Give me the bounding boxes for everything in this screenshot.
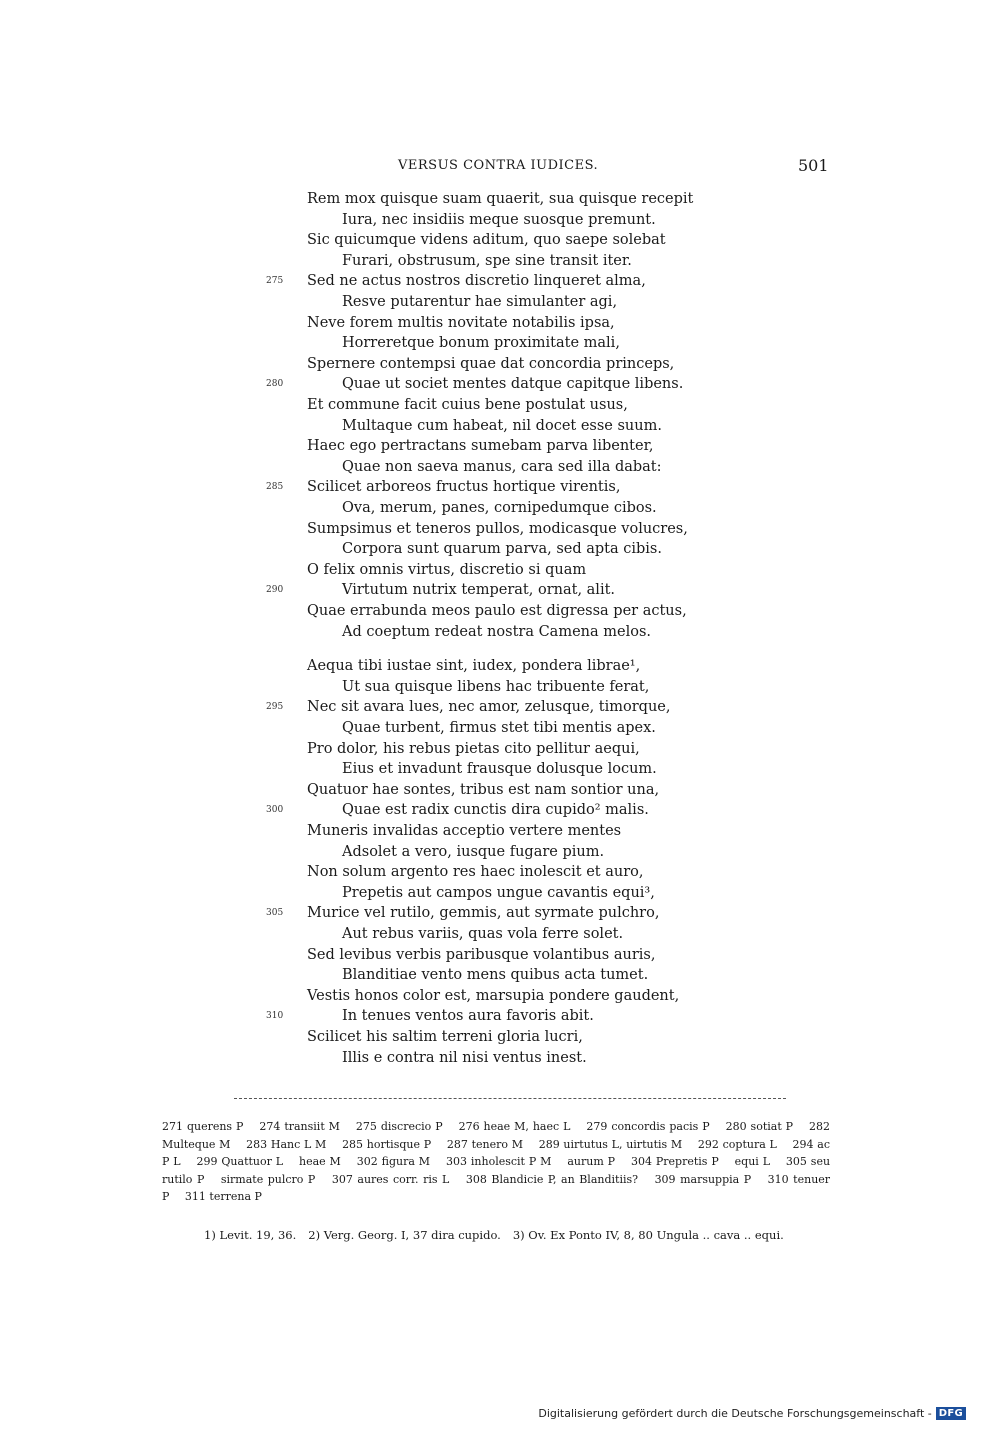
verse-line: Ut sua quisque libens hac tribuente ferat,	[342, 678, 650, 695]
apparatus-entry: 308 Blandicie P, an Blanditiis?	[465, 1172, 639, 1186]
verse-line: Quatuor hae sontes, tribus est nam sontior una,	[307, 781, 660, 798]
verse-line: Aut rebus variis, quas vola ferre solet.	[342, 926, 624, 942]
apparatus-entry: 311 terrena P	[184, 1190, 262, 1203]
verse-line: Quae ut societ mentes datque capitque libens.	[342, 376, 684, 393]
line-number: 310	[266, 1011, 284, 1022]
verse-line: Aequa tibi iustae sint, iudex, pondera librae¹,	[307, 658, 641, 675]
verse-line: Illis e contra nil nisi ventus inest.	[342, 1049, 587, 1066]
line-number: 295	[266, 702, 284, 713]
apparatus-entry: sirmate pulcro P	[220, 1172, 316, 1186]
apparatus-entry: 294 ac P L	[162, 1137, 830, 1168]
verse-line: Sed ne actus nostros discretio linqueret alma,	[307, 273, 646, 290]
running-title: VERSUS CONTRA IUDICES.	[398, 158, 599, 173]
verse-line: Haec ego pertractans sumebam parva libenter,	[307, 438, 654, 455]
digitization-credit	[538, 1407, 966, 1420]
apparatus-entry: heae M	[299, 1155, 341, 1168]
verse-line: Furari, obstrusum, spe sine transit iter.	[342, 252, 632, 269]
apparatus-entry: 282 Multeque M	[162, 1120, 831, 1151]
footnotes	[204, 1228, 834, 1242]
verse-line: Quae non saeva manus, cara sed illa dabat:	[342, 458, 662, 475]
apparatus-entry: 275 discrecio P	[355, 1120, 443, 1133]
line-number: 285	[266, 482, 284, 493]
verse-line: Sic quicumque videns aditum, quo saepe solebat	[307, 232, 666, 249]
verse-line: Blanditiae vento mens quibus acta tumet.	[342, 967, 649, 984]
verse-line: Pro dolor, his rebus pietas cito pellitur aequi,	[307, 740, 640, 757]
verse-line: Quae turbent, firmus stet tibi mentis apex.	[342, 720, 656, 736]
verse-line: Prepetis aut campos ungue cavantis equi³,	[342, 884, 655, 901]
verse-line: Horreretque bonum proximitate mali,	[342, 335, 620, 352]
verse-line: Quae est radix cunctis dira cupido² malis.	[342, 802, 649, 819]
verse-line: Non solum argento res haec inolescit et auro,	[307, 864, 644, 881]
verse-line: Ad coeptum redeat nostra Camena melos.	[342, 623, 651, 640]
verse-line: Nec sit avara lues, nec amor, zelusque, timorque,	[307, 699, 671, 716]
verse-line: Sed levibus verbis paribusque volantibus auris,	[307, 946, 656, 963]
apparatus-entry: 283 Hanc L M	[246, 1137, 327, 1151]
apparatus-entry: equi L	[734, 1155, 770, 1168]
verse-line: Iura, nec insidiis meque suosque premunt.	[342, 211, 656, 228]
apparatus-entry: 303 inholescit P M	[445, 1155, 552, 1168]
footnote: 1) Levit. 19, 36.	[204, 1228, 297, 1242]
verse-line: In tenues ventos aura favoris abit.	[342, 1008, 594, 1025]
apparatus-entry: 271 querens P	[162, 1120, 244, 1133]
apparatus-entry: 289 uirtutus L, uirtutis M	[538, 1137, 683, 1151]
apparatus-entry: 299 Quattuor L	[196, 1155, 284, 1168]
page-number: 501	[798, 156, 829, 175]
footnote-separator	[234, 1098, 786, 1099]
verse-line: Spernere contempsi quae dat concordia princeps,	[307, 355, 675, 372]
verse-line: Et commune facit cuius bene postulat usus,	[307, 397, 628, 413]
apparatus-entry: aurum P	[567, 1155, 616, 1168]
verse-line: Resve putarentur hae simulanter agi,	[342, 294, 618, 310]
line-number: 305	[266, 908, 284, 919]
apparatus-entry: 279 concordis pacis P	[586, 1120, 710, 1133]
verse-line: Ova, merum, panes, cornipedumque cibos.	[342, 500, 657, 516]
line-number: 290	[266, 585, 284, 596]
verse-line: O felix omnis virtus, discretio si quam	[307, 561, 587, 578]
line-number: 280	[266, 379, 284, 390]
footnote: 3) Ov. Ex Ponto IV, 8, 80 Ungula .. cava .. equi.	[512, 1228, 784, 1242]
apparatus-entry: 304 Prepretis P	[630, 1155, 719, 1168]
critical-apparatus	[162, 1118, 830, 1206]
verse-line: Muneris invalidas acceptio vertere mentes	[307, 823, 622, 839]
verse-line: Multaque cum habeat, nil docet esse suum.	[342, 417, 662, 434]
verse-line: Murice vel rutilo, gemmis, aut syrmate pulchro,	[307, 905, 660, 922]
verse-line: Eius et invadunt frausque dolusque locum.	[342, 761, 657, 778]
apparatus-entry: 305 seu rutilo P	[162, 1155, 831, 1186]
credit-text: Digitalisierung gefördert durch die Deutsche Forschungsgemeinschaft -	[538, 1407, 932, 1420]
apparatus-entry: 285 hortisque P	[342, 1137, 432, 1151]
apparatus-entry: 309 marsuppia P	[654, 1172, 752, 1186]
apparatus-entry: 276 heae M, haec L	[458, 1120, 571, 1133]
apparatus-entry: 292 coptura L	[697, 1137, 777, 1151]
apparatus-entry: 274 transiit M	[259, 1120, 340, 1133]
apparatus-entry: 307 aures corr. ris L	[331, 1172, 450, 1186]
verse-line: Scilicet arboreos fructus hortique virentis,	[307, 479, 621, 496]
verse-line: Virtutum nutrix temperat, ornat, alit.	[342, 582, 616, 599]
line-number: 275	[266, 276, 284, 287]
verse-line: Sumpsimus et teneros pullos, modicasque volucres,	[307, 520, 688, 537]
verse-line: Corpora sunt quarum parva, sed apta cibis.	[342, 541, 662, 558]
line-number: 300	[266, 805, 284, 816]
verse-line: Neve forem multis novitate notabilis ipsa,	[307, 314, 615, 331]
apparatus-entry: 302 figura M	[356, 1155, 431, 1168]
dfg-logo: DFG	[936, 1407, 966, 1420]
apparatus-entry: 310 tenuer P	[162, 1172, 831, 1203]
verse-line: Vestis honos color est, marsupia pondere gaudent,	[307, 987, 680, 1004]
verse-line: Adsolet a vero, iusque fugare pium.	[342, 843, 605, 860]
verse-line: Scilicet his saltim terreni gloria lucri,	[307, 1029, 583, 1045]
apparatus-entry: 287 tenero M	[446, 1137, 523, 1151]
footnote: 2) Verg. Georg. I, 37 dira cupido.	[308, 1228, 501, 1242]
apparatus-entry: 280 sotiat P	[725, 1120, 794, 1133]
verse-line: Rem mox quisque suam quaerit, sua quisque recepit	[307, 191, 694, 207]
verse-line: Quae errabunda meos paulo est digressa per actus,	[307, 603, 687, 619]
